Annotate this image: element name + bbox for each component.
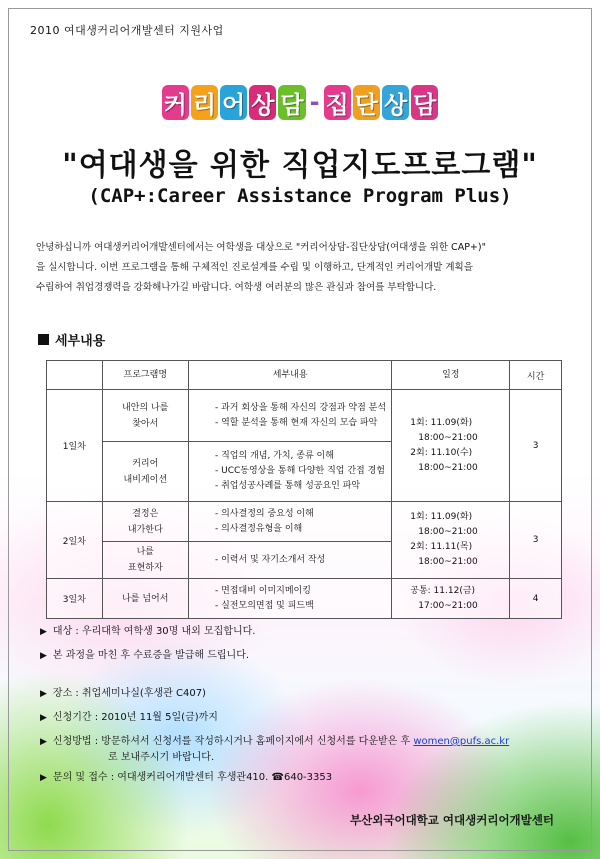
table-row <box>47 579 562 619</box>
triangle-bullet-icon: ▶ <box>40 689 47 699</box>
list-item-text: 대상 : 우리대학 여학생 30명 내외 모집합니다. <box>52 626 256 637</box>
detail-line: - 역할 분석을 통해 현재 자신의 모습 파악 <box>215 417 378 428</box>
banner-char: 상 <box>249 85 276 120</box>
program-detail <box>189 390 392 442</box>
schedule-cell <box>392 579 510 619</box>
header-schedule: 일정 <box>392 361 510 390</box>
program-name: 나를 넘어서 <box>102 579 188 619</box>
header-time: 시간 <box>510 361 562 390</box>
banner-char: 단 <box>353 85 380 120</box>
time-cell: 4 <box>510 579 562 619</box>
time-cell: 3 <box>510 390 562 502</box>
banner-char: 어 <box>220 85 247 120</box>
support-line: 2010 여대생커리어개발센터 지원사업 <box>30 24 224 37</box>
schedule-line: 17:00~21:00 <box>418 600 478 611</box>
list-item-text: 신청기간 : 2010년 11월 5일(금)까지 <box>52 712 218 723</box>
detail-line: - 의사결정의 중요성 이해 <box>215 508 314 519</box>
list-item <box>40 771 332 785</box>
program-name <box>102 442 188 502</box>
schedule-line: 1회: 11.09(화) <box>410 417 473 428</box>
detail-line: - 면접대비 이미지메이킹 <box>215 585 311 596</box>
table-row <box>47 390 562 442</box>
day-label: 3일차 <box>47 579 103 619</box>
intro-paragraph <box>36 238 572 298</box>
program-detail <box>189 502 392 542</box>
schedule-line: 18:00~21:00 <box>418 557 478 567</box>
banner-char: 담 <box>278 85 305 120</box>
program-detail <box>189 579 392 619</box>
intro-line: 수립하여 취업경쟁력을 강화해나가길 바랍니다. 여학생 여러분의 많은 관심과 참여를 부탁합니다. <box>36 282 437 293</box>
apply-method-text: 신청방법 : 방문하셔서 신청서를 작성하시거나 홈페이지에서 신청서를 다운받은 후 <box>52 736 411 747</box>
email-link[interactable]: women@pufs.ac.kr <box>413 736 510 747</box>
list-item-text: 문의 및 접수 : 여대생커리어개발센터 후생관410. ☎640-3353 <box>52 772 333 783</box>
section-title: 세부내용 <box>55 334 106 349</box>
detail-line: - 직업의 개념, 가치, 종류 이해 <box>215 451 334 461</box>
intro-line: 을 실시합니다. 이번 프로그램을 통해 구체적인 진로설계를 수립 및 이행하고, 단계적인 커리어개발 계획을 <box>36 262 473 273</box>
program-name-text: 내안의 나를 찾아서 <box>122 402 169 429</box>
list-item-text: 장소 : 취업세미나실(후생관 C407) <box>52 688 206 699</box>
program-detail <box>189 542 392 579</box>
banner-char: 커 <box>162 85 189 120</box>
table-header-row <box>47 361 562 390</box>
banner-char: 리 <box>191 85 218 120</box>
schedule-cell <box>392 502 510 579</box>
time-cell: 3 <box>510 502 562 579</box>
schedule-line: 공통: 11.12(금) <box>410 585 476 596</box>
schedule-line: 2회: 11.11(목) <box>410 542 473 552</box>
schedule-line: 2회: 11.10(수) <box>410 447 473 458</box>
list-item <box>40 711 218 725</box>
list-item-text: 로 보내주시기 바랍니다. <box>108 752 215 763</box>
day-label: 2일차 <box>47 502 103 579</box>
triangle-bullet-icon: ▶ <box>40 773 47 783</box>
banner-char: 집 <box>324 85 351 120</box>
schedule-line: 18:00~21:00 <box>418 462 478 473</box>
banner-char: 상 <box>382 85 409 120</box>
schedule-table <box>46 360 562 619</box>
detail-line: - 이력서 및 자기소개서 작성 <box>215 554 326 565</box>
triangle-bullet-icon: ▶ <box>40 651 47 661</box>
title-banner <box>125 82 475 122</box>
page-title: "여대생을 위한 직업지도프로그램" <box>62 148 538 183</box>
header-day <box>47 361 103 390</box>
day-label: 1일차 <box>47 390 103 502</box>
detail-line: - UCC동영상을 통해 다양한 직업 간접 경험 <box>215 466 385 476</box>
list-item <box>40 687 206 701</box>
detail-line: - 과거 회상을 통해 자신의 강점과 약점 분석 <box>215 402 387 413</box>
page-subtitle: (CAP+:Career Assistance Program Plus) <box>88 185 512 207</box>
schedule-line: 18:00~21:00 <box>418 432 478 443</box>
square-bullet-icon <box>38 334 49 345</box>
list-item <box>40 735 509 749</box>
program-name-text: 커리어 내비게이션 <box>123 458 168 485</box>
header-program: 프로그램명 <box>102 361 188 390</box>
banner-char: - <box>309 88 320 116</box>
detail-line: - 의사결정유형을 이해 <box>215 523 303 534</box>
list-item-text: 본 과정을 마친 후 수료증을 발급해 드립니다. <box>52 650 250 661</box>
schedule-line: 18:00~21:00 <box>418 527 478 537</box>
section-heading <box>38 330 105 349</box>
program-name-text: 결정은 내가한다 <box>127 508 163 535</box>
header-detail: 세부내용 <box>189 361 392 390</box>
program-name <box>102 542 188 579</box>
list-item-continuation <box>108 751 214 765</box>
triangle-bullet-icon: ▶ <box>40 713 47 723</box>
intro-line: 안녕하십니까 여대생커리어개발센터에서는 여학생을 대상으로 "커리어상담-집단상담(여대생을 위한 CAP+)" <box>36 242 486 253</box>
program-name-text: 나를 표현하자 <box>127 547 163 573</box>
triangle-bullet-icon: ▶ <box>40 627 47 637</box>
detail-line: - 취업성공사례를 통해 성공요인 파악 <box>215 481 361 491</box>
triangle-bullet-icon: ▶ <box>40 737 47 747</box>
program-name <box>102 502 188 542</box>
schedule-line: 1회: 11.09(화) <box>410 512 473 522</box>
table-row <box>47 502 562 542</box>
organization-footer: 부산외국어대학교 여대생커리어개발센터 <box>350 813 554 827</box>
schedule-cell <box>392 390 510 502</box>
list-item <box>40 625 256 639</box>
banner-char: 담 <box>411 85 438 120</box>
program-detail <box>189 442 392 502</box>
list-item-text <box>53 735 509 749</box>
detail-line: - 실전모의면접 및 피드백 <box>215 600 314 611</box>
program-name <box>102 390 188 442</box>
list-item <box>40 649 249 663</box>
